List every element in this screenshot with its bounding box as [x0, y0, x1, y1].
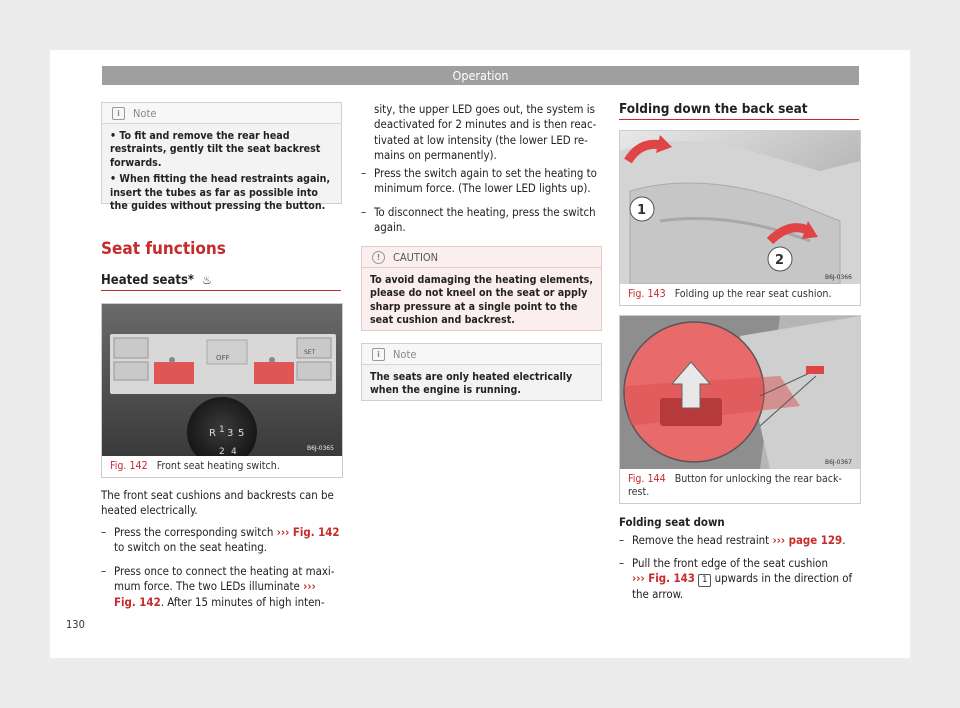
- page-header: Operation: [102, 66, 859, 85]
- rear-seat-cushion-image: [620, 131, 860, 284]
- section-title: Seat functions: [101, 239, 226, 259]
- figure-number: Fig. 144: [628, 473, 666, 485]
- svg-text:3: 3: [227, 428, 234, 439]
- page-ref-link[interactable]: ››› page 129: [772, 533, 843, 547]
- svg-text:R: R: [209, 428, 216, 439]
- caution-text: To avoid damaging the heating elements, please do not kneel on the seat or apply sharp pressure at a single point to the seat cushion and backrest.: [370, 274, 593, 327]
- section-rule: [619, 119, 859, 120]
- figure-caption: Button for unlocking the rear back-rest.: [628, 473, 842, 498]
- svg-text:OFF: OFF: [216, 354, 230, 362]
- fig-ref-link[interactable]: ››› Fig. 143: [632, 571, 695, 586]
- fig-ref-link[interactable]: ››› Fig. 142: [114, 579, 316, 609]
- subsection-heading: Folding seat down: [619, 515, 725, 529]
- info-icon: i: [112, 107, 125, 120]
- note-box: [101, 102, 342, 213]
- svg-text:B6J-0365: B6J-0365: [307, 445, 334, 452]
- info-icon: i: [372, 348, 385, 361]
- svg-text:SET: SET: [304, 349, 316, 356]
- note-item: • To fit and remove the rear head restraints, gently tilt the seat backrest forwards.: [110, 130, 333, 170]
- figure-caption: Front seat heating switch.: [156, 460, 280, 472]
- svg-text:4: 4: [231, 447, 237, 456]
- caution-label: CAUTION: [393, 250, 439, 264]
- caution-icon: !: [372, 251, 385, 264]
- section-rule: [101, 290, 341, 291]
- note-item: • When fitting the head restraints again, insert the tubes as far as possible into the guides without pressing the button.: [110, 173, 333, 213]
- svg-text:5: 5: [238, 428, 245, 439]
- svg-text:B6J-0367: B6J-0367: [825, 459, 852, 466]
- note-label: Note: [393, 347, 417, 361]
- note-text: The seats are only heated electrically when the engine is running.: [370, 371, 573, 397]
- figure-143: [619, 130, 861, 306]
- svg-text:1: 1: [219, 425, 225, 435]
- backrest-unlock-button-image: [620, 316, 860, 469]
- figure-142: [101, 303, 343, 478]
- note-label: Note: [133, 106, 157, 120]
- page-number: 130: [66, 618, 85, 631]
- section-subtitle: Heated seats* ♨: [101, 273, 212, 288]
- svg-text:B6J-0366: B6J-0366: [825, 274, 852, 281]
- note-box: [361, 343, 602, 401]
- callout-badge: 1: [698, 574, 711, 587]
- fig-ref-link[interactable]: ››› Fig. 142: [276, 525, 340, 539]
- intro-text: The front seat cushions and backrests can be heated electrically.: [101, 488, 334, 518]
- figure-144: [619, 315, 861, 504]
- figure-number: Fig. 143: [628, 288, 666, 300]
- svg-text:2: 2: [219, 447, 225, 456]
- svg-text:1: 1: [637, 203, 647, 218]
- figure-caption: Folding up the rear seat cushion.: [674, 288, 832, 300]
- caution-box: [361, 246, 602, 331]
- seat-heat-icon: ♨: [202, 273, 212, 287]
- svg-text:2: 2: [775, 253, 785, 268]
- figure-number: Fig. 142: [110, 460, 148, 472]
- section-title: Folding down the back seat: [619, 101, 808, 117]
- seat-heating-switch-image: [102, 304, 342, 456]
